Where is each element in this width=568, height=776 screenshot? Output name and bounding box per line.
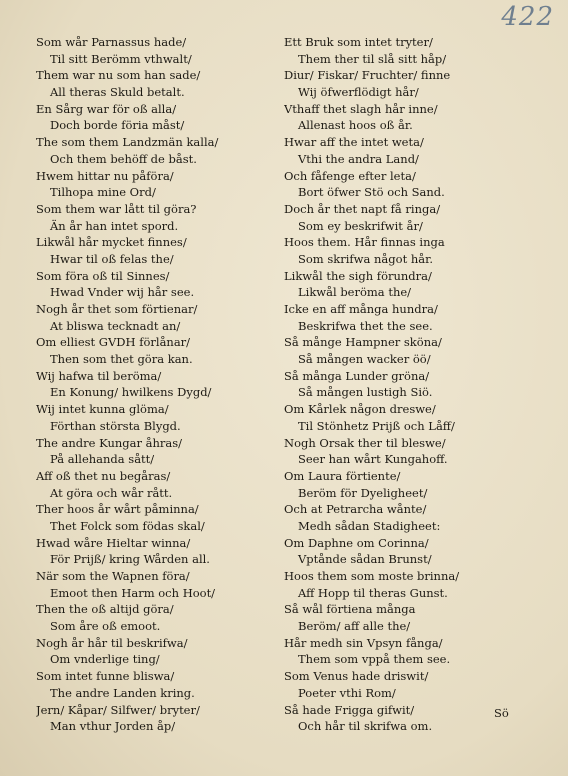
verse-line: Likwål hår mycket finnes/ xyxy=(36,235,187,250)
verse-line: Nogh år thet som förtienar/ xyxy=(36,302,198,316)
verse-line: Om Kårlek någon dreswe/ xyxy=(284,402,436,417)
verse-line: Beröm/ aff alle the/ xyxy=(298,619,411,634)
verse-line: Likwål beröma the/ xyxy=(298,285,412,300)
verse-line: Än år han intet spord. xyxy=(50,218,179,233)
verse-line: Hår medh sin Vpsyn fånga/ xyxy=(284,635,443,650)
verse-line: Ett Bruk som intet tryter/ xyxy=(284,35,433,49)
verse-line: Om elliest GVDH förlånar/ xyxy=(36,335,191,350)
verse-line: Beskrifwa thet the see. xyxy=(298,318,433,333)
verse-line: Wij hafwa til beröma/ xyxy=(36,368,162,383)
verse-line: Beröm för Dyeligheet/ xyxy=(298,485,428,500)
catchword: Sö xyxy=(494,706,509,720)
verse-line: Them som vppå them see. xyxy=(298,652,451,667)
verse-line: Medh sådan Stadigheet: xyxy=(298,518,441,533)
verse-line: Aff Hopp til theras Gunst. xyxy=(298,585,448,600)
verse-line: Hwad wåre Hieltar winna/ xyxy=(36,535,191,550)
verse-line: Hwem hittar nu påföra/ xyxy=(36,168,174,183)
verse-line: Jern/ Kåpar/ Silfwer/ bryter/ xyxy=(36,702,200,717)
verse-line: Så mången lustigh Siö. xyxy=(298,385,433,400)
verse-line: En Sårg war för oß alla/ xyxy=(36,101,177,116)
verse-line: Man vthur Jorden åp/ xyxy=(50,719,176,734)
verse-line: Så wål förtiena många xyxy=(284,602,416,617)
verse-line: Nogh år hår til beskrifwa/ xyxy=(36,635,188,650)
verse-line: At göra och wår rått. xyxy=(50,485,173,500)
verse-line: The andre Kungar åhras/ xyxy=(36,435,183,450)
verse-line: Wij intet kunna glöma/ xyxy=(36,402,169,417)
verse-line: The andre Landen kring. xyxy=(50,685,195,700)
verse-line: Likwål the sigh förundra/ xyxy=(284,268,432,283)
verse-line: Och hår til skrifwa om. xyxy=(298,719,433,734)
verse-line: Them war nu som han sade/ xyxy=(36,68,201,83)
verse-line: Til Stönhetz Prijß och Låff/ xyxy=(298,418,455,433)
verse-line: Thet Folck som födas skal/ xyxy=(50,518,205,533)
verse-line: Vptånde sådan Brunst/ xyxy=(298,552,432,567)
verse-line: En Konung/ hwilkens Dygd/ xyxy=(50,385,212,400)
verse-line: Så mången wacker öö/ xyxy=(298,352,431,367)
verse-line: Then som thet göra kan. xyxy=(50,352,193,367)
verse-line: Så många Lunder gröna/ xyxy=(284,368,430,383)
page-number: 422 xyxy=(501,2,554,32)
verse-line: At bliswa tecknadt an/ xyxy=(50,318,181,333)
left-column xyxy=(36,34,286,735)
verse-line: Som föra oß til Sinnes/ xyxy=(36,268,170,283)
verse-line: Och at Petrarcha wånte/ xyxy=(284,502,427,517)
verse-line: Så hade Frigga gifwit/ xyxy=(284,702,415,717)
verse-line: Som wår Parnassus hade/ xyxy=(36,35,187,49)
verse-line: Som intet funne bliswa/ xyxy=(36,669,175,684)
verse-line: Emoot then Harm och Hoot/ xyxy=(50,585,216,600)
verse-line: Nogh Orsak ther til bleswe/ xyxy=(284,435,446,450)
verse-line: Doch borde föria måst/ xyxy=(50,118,185,133)
verse-line: Som ey beskrifwit år/ xyxy=(298,218,423,233)
verse-line: Seer han wårt Kungahoff. xyxy=(298,452,448,467)
verse-line: Hwar aff the intet weta/ xyxy=(284,135,424,150)
verse-line: Hwar til oß felas the/ xyxy=(50,251,174,266)
verse-line: Som åre oß emoot. xyxy=(50,619,161,634)
verse-line: Ther hoos år wårt påminna/ xyxy=(36,502,199,517)
verse-line: Om vnderlige ting/ xyxy=(50,652,160,667)
verse-line: Diur/ Fiskar/ Fruchter/ finne xyxy=(284,68,451,83)
verse-line: Om Laura förtiente/ xyxy=(284,468,401,483)
verse-line: Som them war lått til göra? xyxy=(36,201,197,216)
verse-line: Poeter vthi Rom/ xyxy=(298,685,396,700)
verse-line: All theras Skuld betalt. xyxy=(50,85,185,100)
verse-line: Tilhopa mine Ord/ xyxy=(50,185,156,200)
verse-line: Hoos them som moste brinna/ xyxy=(284,569,460,583)
verse-line: Hoos them. Hår finnas inga xyxy=(284,235,445,250)
verse-line: På allehanda sått/ xyxy=(50,452,155,467)
verse-line: Them ther til slå sitt håp/ xyxy=(298,51,447,66)
verse-line: När som the Wapnen föra/ xyxy=(36,569,190,583)
verse-line: Aff oß thet nu begåras/ xyxy=(36,468,171,483)
verse-line: The som them Landzmän kalla/ xyxy=(36,135,219,150)
verse-line: Förthan största Blygd. xyxy=(50,418,181,433)
verse-line: Wij öfwerflödigt hår/ xyxy=(298,85,419,100)
verse-line: Vthaff thet slagh hår inne/ xyxy=(284,101,438,116)
verse-line: Och fåfenge efter leta/ xyxy=(284,168,416,183)
verse-line: Then the oß altijd göra/ xyxy=(36,602,174,617)
verse-line: Hwad Vnder wij hår see. xyxy=(50,285,195,300)
verse-line: Icke en aff många hundra/ xyxy=(284,302,438,316)
verse-line: Så månge Hampner sköna/ xyxy=(284,335,442,350)
verse-line: Om Daphne om Corinna/ xyxy=(284,535,429,550)
verse-line: Doch år thet napt få ringa/ xyxy=(284,201,441,216)
verse-line: Allenast hoos oß år. xyxy=(298,118,413,133)
verse-line: Vthi the andra Land/ xyxy=(298,151,419,166)
verse-line: Som skrifwa något hår. xyxy=(298,251,433,266)
verse-line: Och them behöff de båst. xyxy=(50,151,197,166)
verse-line: För Prijß/ kring Wården all. xyxy=(50,552,210,567)
verse-line: Som Venus hade driswit/ xyxy=(284,669,429,684)
right-column xyxy=(284,34,534,735)
verse-line: Til sitt Berömm vthwalt/ xyxy=(50,51,192,66)
verse-line: Bort öfwer Stö och Sand. xyxy=(298,185,445,200)
